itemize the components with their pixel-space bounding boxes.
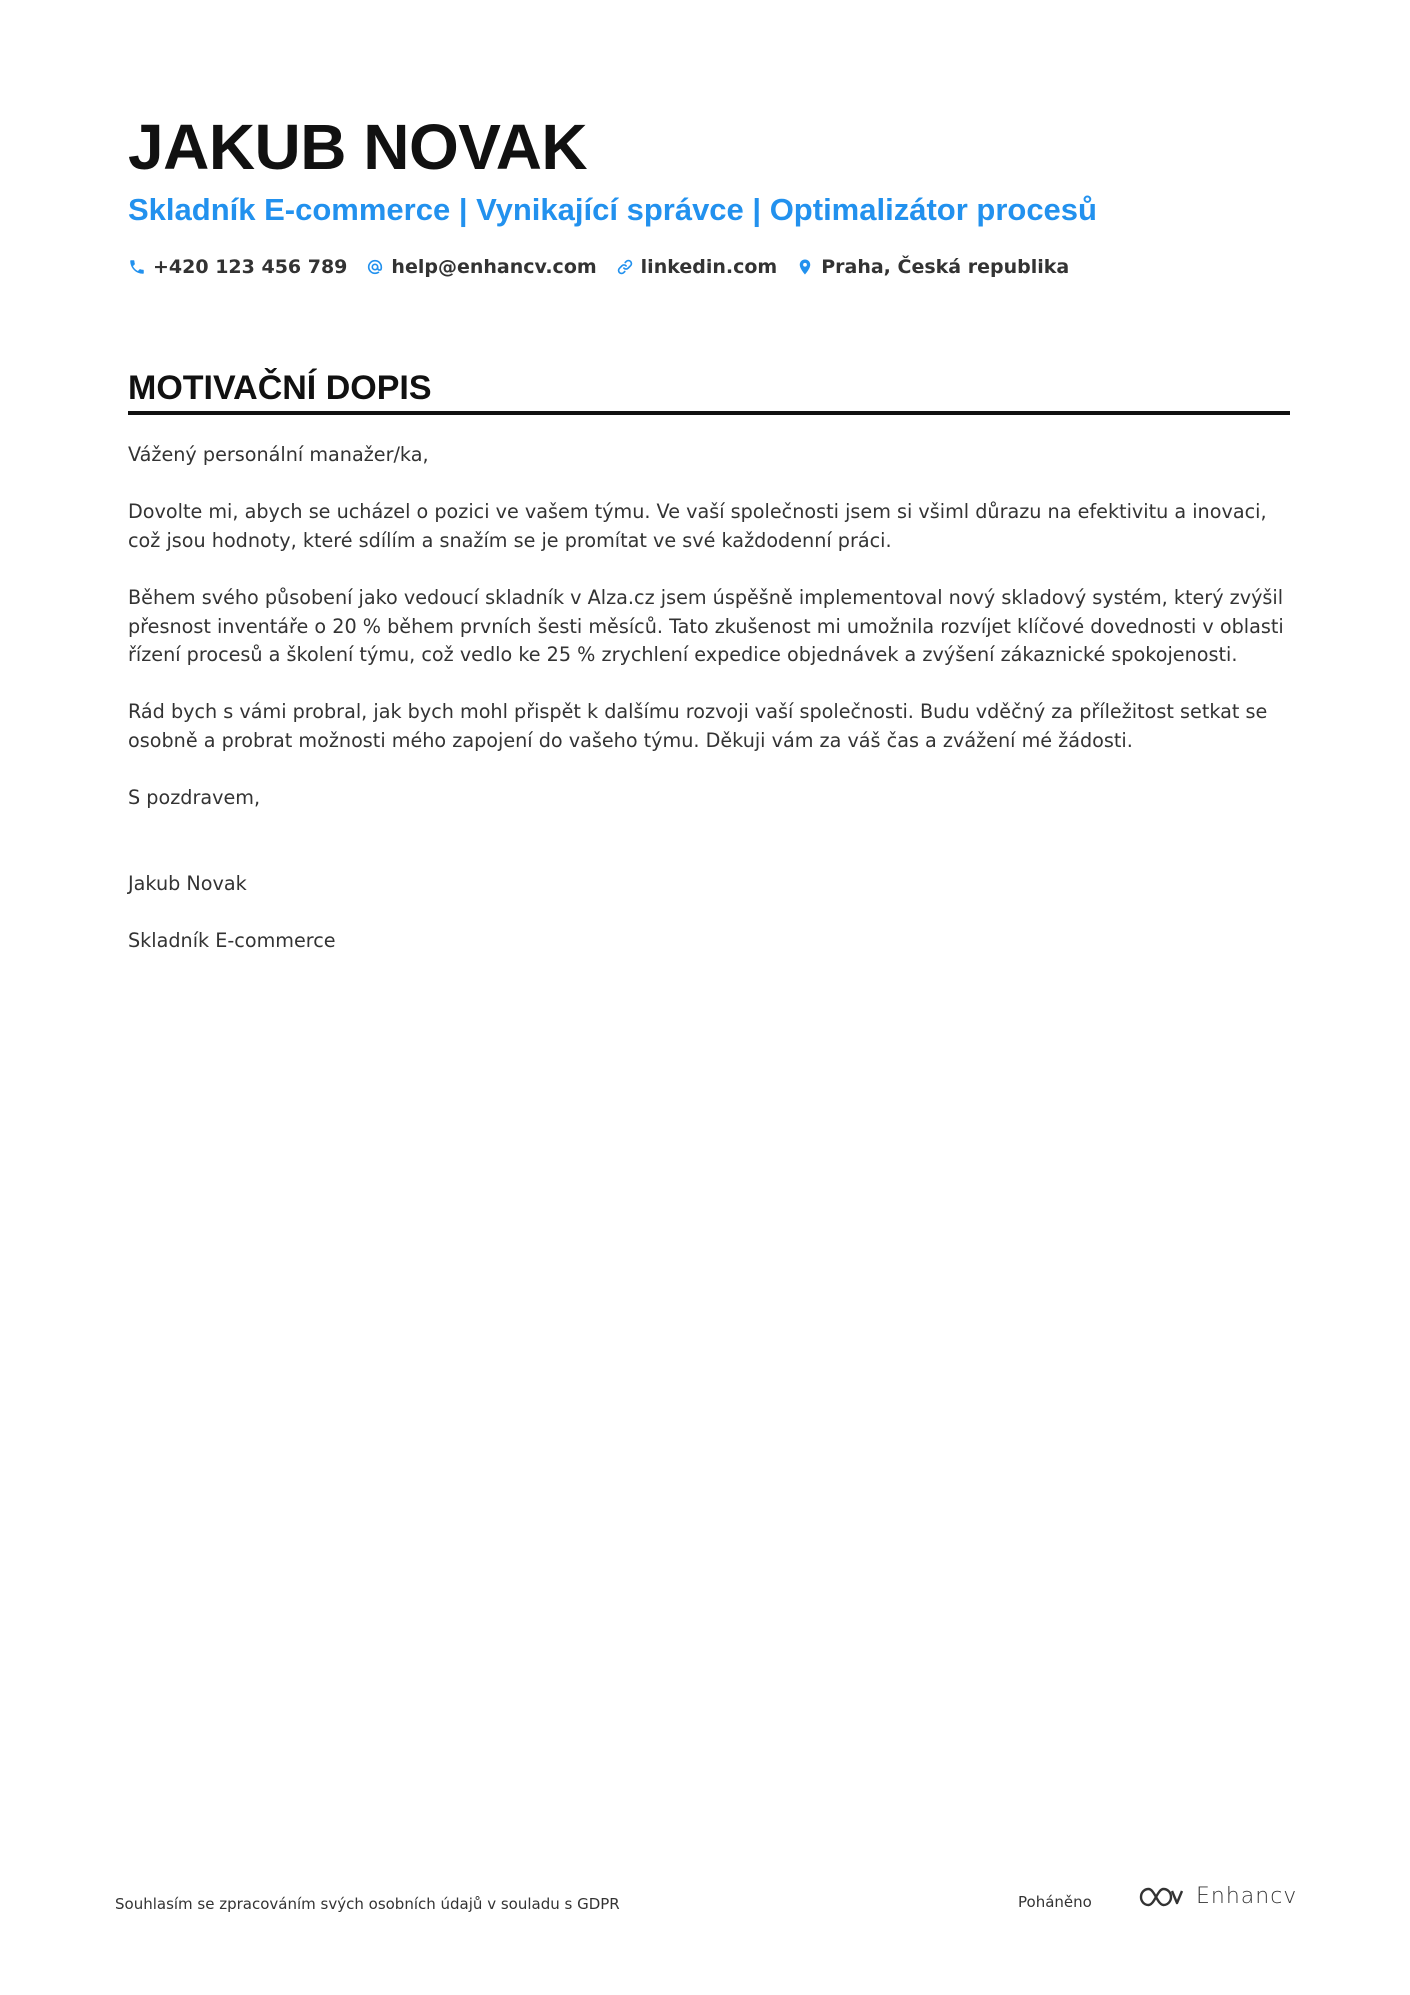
section-title: MOTIVAČNÍ DOPIS — [128, 369, 432, 407]
location-pin-icon — [796, 258, 814, 276]
enhancv-brand[interactable] — [1138, 1884, 1297, 1910]
powered-by-label: Poháněno — [1018, 1893, 1092, 1911]
gdpr-consent-note: Souhlasím se zpracováním svých osobních údajů v souladu s GDPR — [115, 1895, 620, 1913]
contact-bar — [128, 252, 1069, 282]
letter-paragraph: Rád bych s vámi probral, jak bych mohl přispět k dalšímu rozvoji vaší společnosti. Budu vděčný za příležitost setkat se osobně a probrat možnosti mého zapojení do vašeho týmu. Děkuji vám za váš čas a zvážení mé žádosti. — [128, 700, 1268, 752]
signature-name: Jakub Novak — [128, 871, 247, 895]
contact-location — [796, 252, 1069, 282]
contact-location-text: Praha, Česká republika — [821, 256, 1070, 278]
contact-linkedin-text: linkedin.com — [640, 256, 778, 278]
applicant-headline: Skladník E-commerce | Vynikající správce | Optimalizátor procesů — [128, 192, 1097, 227]
letter-body — [128, 441, 1290, 984]
contact-email-text: help@enhancv.com — [391, 256, 597, 278]
section-divider — [128, 411, 1290, 415]
letter-closing: S pozdravem, — [128, 786, 261, 810]
brand-name: Enhancv — [1196, 1884, 1298, 1909]
signature-title: Skladník E-commerce — [128, 928, 336, 952]
contact-linkedin[interactable] — [616, 252, 778, 282]
contact-email[interactable] — [366, 252, 596, 282]
contact-phone[interactable] — [128, 252, 347, 282]
letter-paragraph: Dovolte mi, abych se ucházel o pozici ve vašem týmu. Ve vaší společnosti jsem si všiml důrazu na efektivitu a inovaci, což jsou hodnoty, které sdílím a snažím se je promítat ve své každodenní práci. — [128, 500, 1267, 552]
applicant-name: JAKUB NOVAK — [128, 111, 588, 183]
enhancv-logo-icon — [1138, 1884, 1184, 1910]
phone-icon — [128, 258, 146, 276]
contact-phone-text: +420 123 456 789 — [153, 256, 348, 278]
letter-greeting: Vážený personální manažer/ka, — [128, 443, 429, 466]
link-icon — [616, 258, 634, 276]
at-icon — [366, 258, 384, 276]
letter-paragraph: Během svého působení jako vedoucí skladník v Alza.cz jsem úspěšně implementoval nový skladový systém, který zvýšil přesnost inventáře o 20 % během prvních šesti měsíců. Tato zkušenost mi umožnila rozvíjet klíčové dovednosti v oblasti řízení procesů a školení týmu, což vedlo ke 25 % zrychlení expedice objednávek a zvýšení zákaznické spokojenosti. — [128, 585, 1284, 667]
